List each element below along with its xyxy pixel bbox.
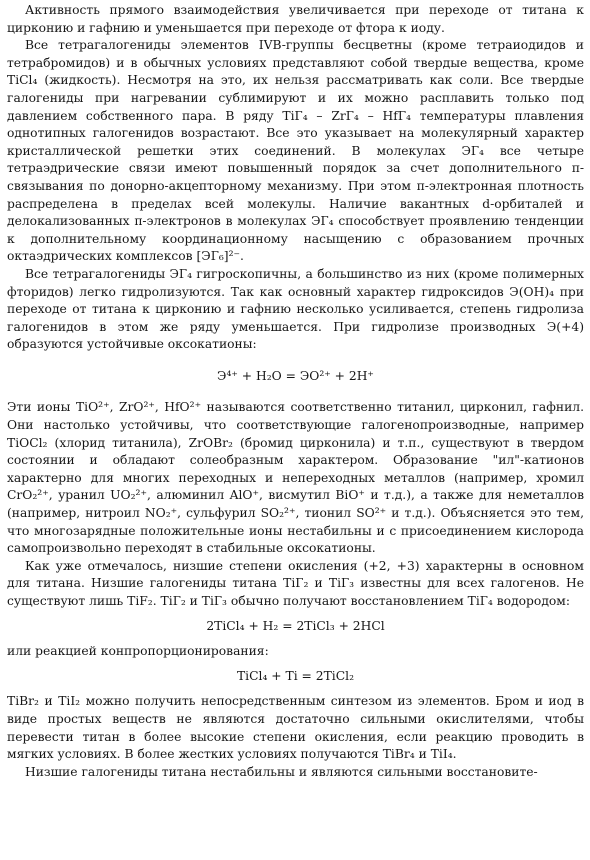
paragraph-lower-halides: Как уже отмечалось, низшие степени окисления (+2, +3) характерны в основном для титана. Низшие галогениды титана TiГ₂ и TiГ₃ известны для всех галогенов. Не существуют лишь TiF₂. TiГ₂ и TiГ₃ обычно получают восстановлением TiГ₄ водородом: [7,558,584,608]
paragraph-tetrahalides-properties: Все тетрагалогениды элементов IVB-группы бесцветны (кроме тетраиодидов и тетрабромидов) и в обычных условиях представляют собой твердые вещества, кроме TiCl₄ (жидкость). Несмотря на это, их нельзя рассматривать как соли. Все твердые галогениды при нагревании сублимируют и их можно расплавить только под давлением собственного пара. В ряду TiГ₄ – ZrГ₄ – HfГ₄ температуры плавления однотипных галогенидов возрастают. Все это указывает на молекулярный характер кристаллической решетки этих соединений. В молекулах ЭГ₄ все четыре тетраэдрические связи имеют повышенный порядок за счет дополнительного π-связывания по донорно-акцепторному механизму. При этом π-электронная плотность распределена в пределах всей молекулы. Наличие вакантных d-орбиталей и делокализованных π-электронов в молекулах ЭГ₄ способствует проявлению тенденции к дополнительному координационному насыщению с образованием прочных октаэдрических комплексов [ЭГ₆]²⁻. [7,38,584,264]
paragraph-comproportionation: или реакцией конпропорционирования: [7,644,269,659]
paragraph-reducing-agents: Низшие галогениды титана нестабильны и являются сильными восстановите- [25,764,538,779]
paragraph-reactivity: Активность прямого взаимодействия увеличивается при переходе от титана к цирконию и гафнию и уменьшается при переходе от фтора к иоду. [7,3,584,35]
equation-comproportionation: TiCl₄ + Ti = 2TiCl₂ [236,668,354,683]
equation-hydrogen-reduction: 2TiCl₄ + H₂ = 2TiCl₃ + 2HCl [206,618,385,633]
paragraph-direct-synthesis: TiBr₂ и TiI₂ можно получить непосредственным синтезом из элементов. Бром и иод в виде простых веществ не являются достаточно сильными окислителями, чтобы перевести титан в более высокие степени окисления, если реакцию проводить в мягких условиях. В более жестких условиях получаются TiBr₄ и TiI₄. [7,694,584,762]
paragraph-hydrolysis: Все тетрагалогениды ЭГ₄ гигроскопичны, а большинство из них (кроме полимерных фторидов) легко гидролизуются. Так как основный характер гидроксидов Э(OH)₄ при переходе от титана к цирконию и гафнию несколько усиливается, степень гидролиза галогенидов в этом же ряду уменьшается. При гидролизе производных Э(+4) образуются устойчивые оксокатионы: [7,266,584,352]
equation-oxocation: Э⁴⁺ + H₂O = ЭO²⁺ + 2H⁺ [217,368,374,383]
paragraph-yl-cations: Эти ионы TiO²⁺, ZrO²⁺, HfO²⁺ называются соответственно титанил, цирконил, гафнил. Они настолько устойчивы, что соответствующие галогенопроизводные, например TiOCl₂ (хлорид титанила), ZrOBr₂ (бромид цирконила) и т.п., существуют в твердом состоянии и обладают солеобразным характером. Образование "ил"-катионов характерно для многих переходных и непереходных металлов (например, хромил CrO₂²⁺, уранил UO₂²⁺, алюминил AlO⁺, висмутил BiO⁺ и т.д.), а также для неметаллов (например, нитроил NO₂⁺, сульфурил SO₂²⁺, тионил SO²⁺ и т.д.). Объясняется это тем, что многозарядные положительные ионы нестабильны и с присоединением кислорода самопроизвольно переходят в стабильные оксокатионы. [7,400,584,556]
